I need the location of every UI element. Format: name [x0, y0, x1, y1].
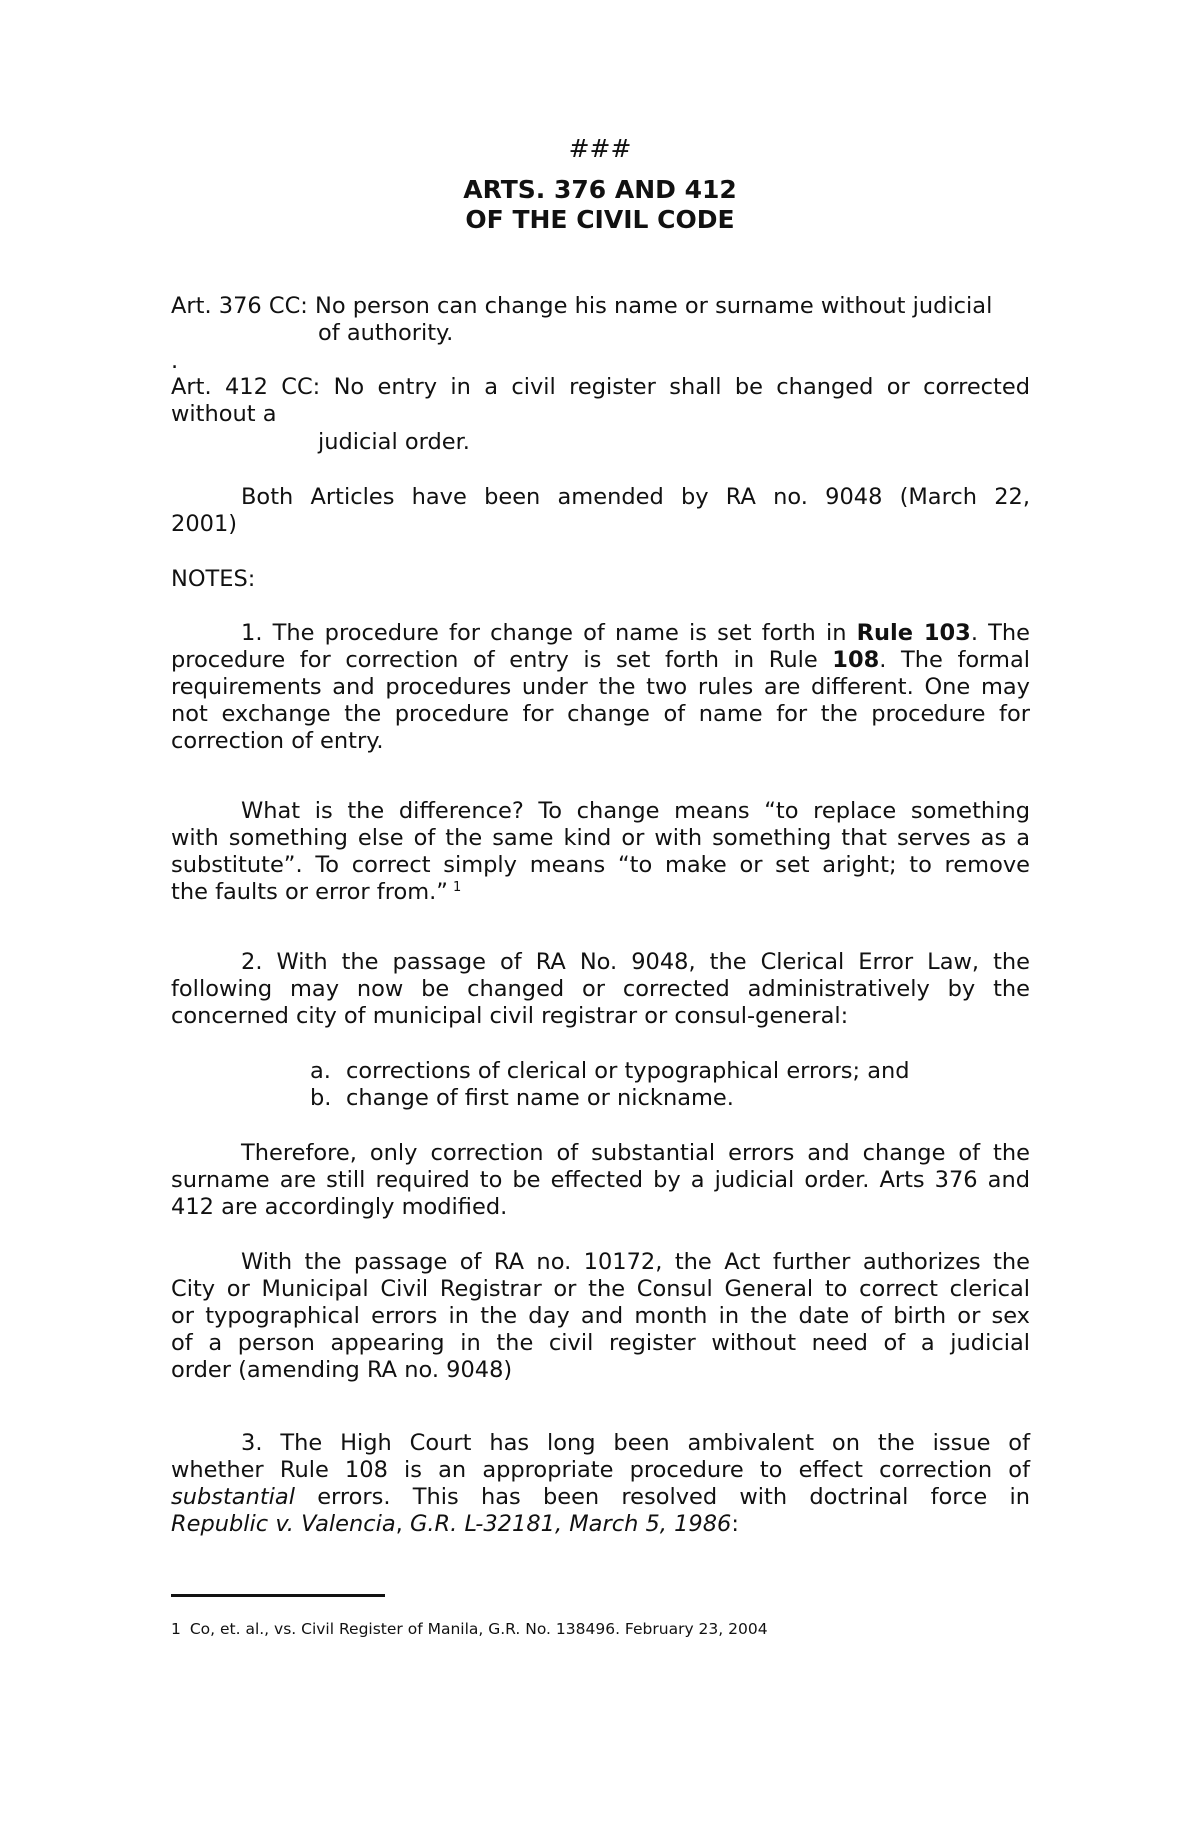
- difference-line-1: What is the difference? To change means “to replace something: [241, 798, 1030, 824]
- separator-dot: .: [171, 348, 179, 374]
- page-title-line-2: OF THE CIVIL CODE: [465, 205, 735, 234]
- note-3-line-1: 3. The High Court has long been ambivalent on the issue of: [241, 1430, 1030, 1456]
- note-1-line-5: correction of entry.: [171, 728, 384, 754]
- note-1-line-3: requirements and procedures under the two rules are different. One may: [171, 674, 1030, 700]
- note-2-line-2: following may now be changed or corrected administratively by the: [171, 976, 1030, 1002]
- ra-10172-line-2: City or Municipal Civil Registrar or the Consul General to correct clerical: [171, 1276, 1030, 1302]
- list-item-b: change of first name or nickname.: [346, 1085, 734, 1111]
- note-2-line-3: concerned city of municipal civil registrar or consul-general:: [171, 1003, 849, 1029]
- list-marker-b: b.: [310, 1085, 332, 1111]
- rule-108-emphasis: 108: [832, 647, 880, 673]
- amendment-paragraph: [241, 484, 1030, 511]
- art-412-line-1: Art. 412 CC: No entry in a civil register shall be changed or corrected: [171, 374, 1030, 400]
- note-1-paragraph: [171, 620, 1030, 755]
- therefore-line-1: Therefore, only correction of substantial errors and change of the: [241, 1140, 1030, 1166]
- art-412-paragraph: [171, 374, 1030, 401]
- therefore-line-2: surname are still required to be effected by a judicial order. Arts 376 and: [171, 1167, 1030, 1193]
- note-3-line-3: substantial errors. This has been resolved with doctrinal force in: [171, 1484, 1030, 1510]
- note-1-line-4: not exchange the procedure for change of name for the procedure for: [171, 701, 1030, 727]
- footnote-separator: [171, 1594, 385, 1597]
- list-marker-a: a.: [310, 1058, 331, 1084]
- note-3-paragraph: [171, 1430, 1030, 1538]
- notes-label: NOTES:: [171, 566, 256, 592]
- therefore-paragraph: [171, 1140, 1030, 1221]
- footnote: [171, 1620, 768, 1638]
- note-1-line-1: 1. The procedure for change of name is set forth in Rule 103. The: [241, 620, 1030, 646]
- footnote-reference[interactable]: 1: [453, 880, 462, 895]
- case-citation: G.R. L-32181, March 5, 1986: [409, 1511, 732, 1537]
- rule-103-emphasis: Rule 103: [856, 620, 971, 646]
- ra-10172-paragraph: [171, 1249, 1030, 1384]
- section-marker: ###: [568, 134, 632, 163]
- art-412-line-2: without a: [171, 401, 277, 427]
- case-name: Republic v. Valencia: [171, 1511, 396, 1537]
- note-1-line-2: procedure for correction of entry is set forth in Rule 108. The formal: [171, 647, 1030, 673]
- difference-paragraph: [171, 798, 1030, 906]
- art-376-line-2: of authority.: [318, 320, 454, 346]
- art-376-line-1: Art. 376 CC: No person can change his name or surname without judicial: [171, 293, 993, 319]
- page-title-line-1: ARTS. 376 AND 412: [463, 175, 737, 204]
- difference-line-3: substitute”. To correct simply means “to make or set aright; to remove: [171, 852, 1030, 878]
- ra-10172-line-1: With the passage of RA no. 10172, the Act further authorizes the: [241, 1249, 1030, 1275]
- note-3-line-4: Republic v. Valencia, G.R. L-32181, March 5, 1986:: [171, 1511, 739, 1537]
- ra-10172-line-4: of a person appearing in the civil register without need of a judicial: [171, 1330, 1030, 1356]
- amendment-line-1: Both Articles have been amended by RA no. 9048 (March 22,: [241, 484, 1030, 510]
- footnote-number: 1: [171, 1619, 181, 1638]
- amendment-line-2: 2001): [171, 511, 238, 537]
- footnote-text: Co, et. al., vs. Civil Register of Manila, G.R. No. 138496. February 23, 2004: [189, 1619, 768, 1638]
- list-item-a: corrections of clerical or typographical errors; and: [346, 1058, 910, 1084]
- ra-10172-line-3: or typographical errors in the day and month in the date of birth or sex: [171, 1303, 1030, 1329]
- difference-line-4: the faults or error from.”: [171, 879, 448, 905]
- note-2-line-1: 2. With the passage of RA No. 9048, the Clerical Error Law, the: [241, 949, 1030, 975]
- note-2-paragraph: [171, 949, 1030, 1030]
- note-3-line-2: whether Rule 108 is an appropriate procedure to effect correction of: [171, 1457, 1030, 1483]
- therefore-line-3: 412 are accordingly modified.: [171, 1194, 508, 1220]
- art-412-line-3: judicial order.: [318, 429, 470, 455]
- ra-10172-line-5: order (amending RA no. 9048): [171, 1357, 513, 1383]
- difference-line-2: with something else of the same kind or with something that serves as a: [171, 825, 1030, 851]
